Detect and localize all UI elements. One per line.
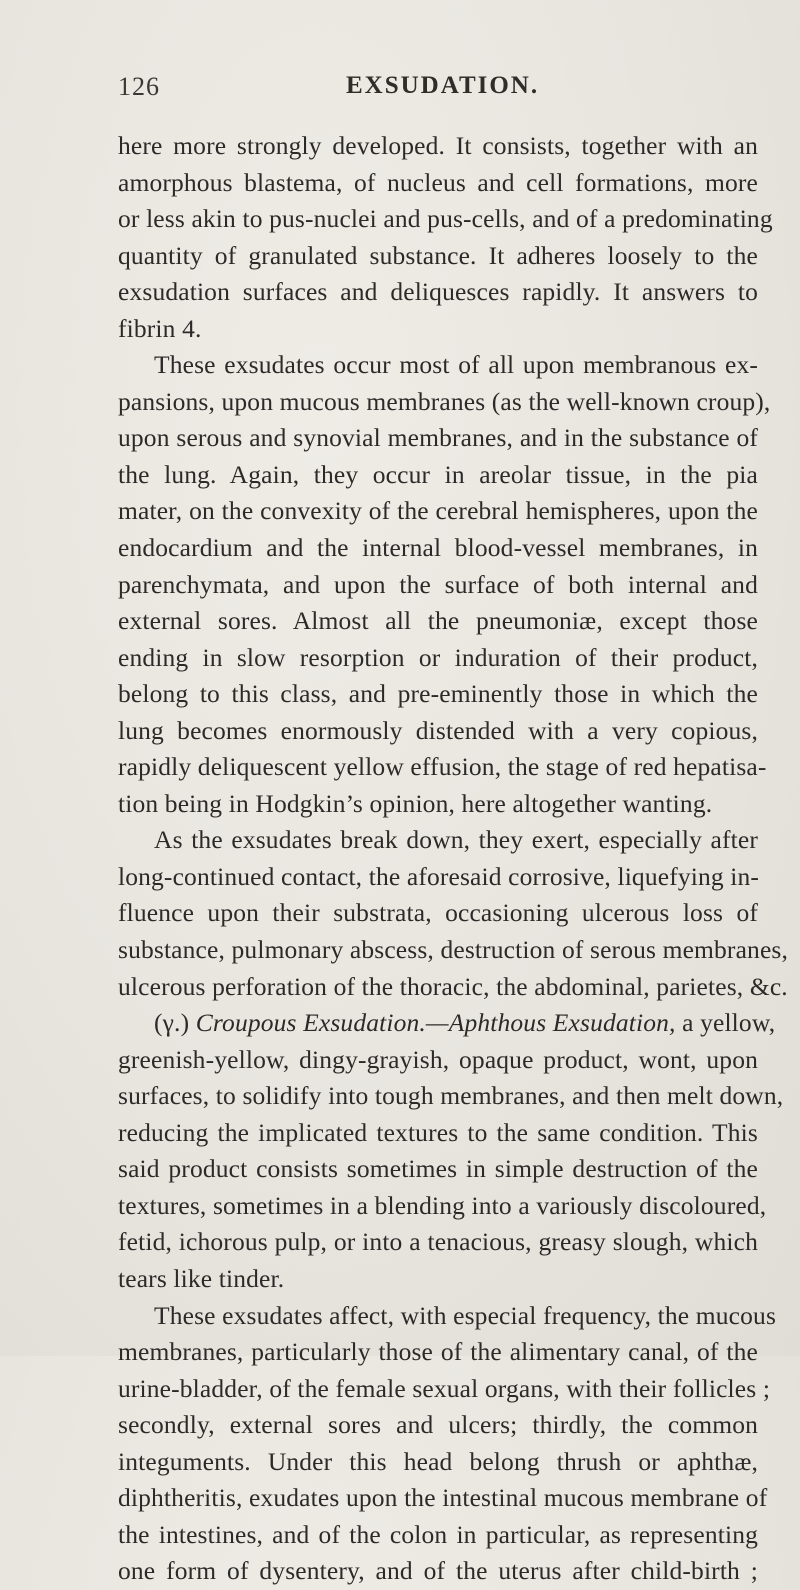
text-line: fluence upon their substrata, occasioning ulcerous loss of [118,898,758,928]
text-line: rapidly deliquescent yellow effusion, the stage of red hepatisa- [118,752,767,782]
section-gamma-line [118,1005,776,1042]
text-line: diphtheritis, exudates upon the intestinal mucous membrane of [118,1483,768,1513]
text-line: lung becomes enormously distended with a very copious, [118,715,758,745]
gamma-heading: Croupous Exsudation.—Aphthous Exsudation, [195,1008,676,1038]
text-line: amorphous blastema, of nucleus and cell formations, more [118,167,758,197]
text-line: here more strongly developed. It consists, together with an [118,131,758,160]
text-line: external sores. Almost all the pneumoniæ, except those [118,606,758,636]
page-number: 126 [118,72,160,101]
text-line: one form of dysentery, and of the uterus after child-birth ; [118,1556,758,1586]
running-head: EXSUDATION. [346,72,540,99]
text-line: As the exsudates break down, they exert, especially after [154,825,758,855]
gamma-label: (γ.) [154,1008,196,1038]
page-header [118,72,758,112]
text-line: fibrin 4. [118,313,202,343]
text-line: ulcerous perforation of the thoracic, the abdominal, parietes, &c. [118,971,788,1001]
text-line: urine-bladder, of the female sexual organs, with their follicles ; [118,1373,771,1403]
text-line: integuments. Under this head belong thrush or aphthæ, [118,1446,758,1476]
text-line: exsudation surfaces and deliquesces rapidly. It answers to [118,277,758,307]
gamma-tail: a yellow, [675,1008,776,1038]
text-line: or less akin to pus-nuclei and pus-cells, and of a predominating [118,204,773,234]
text-line: surfaces, to solidify into tough membranes, and then melt down, [118,1081,784,1111]
text-line: reducing the implicated textures to the same condition. This [118,1117,758,1147]
text-line: tion being in Hodgkin’s opinion, here altogether wanting. [118,788,713,818]
text-line: substance, pulmonary abscess, destruction of serous membranes, [118,935,789,965]
text-line: belong to this class, and pre-eminently those in which the [118,679,758,709]
text-line: the lung. Again, they occur in areolar tissue, in the pia [118,459,758,489]
text-line: tears like tinder. [118,1263,285,1293]
text-line: quantity of granulated substance. It adheres loosely to the [118,240,758,270]
text-line: the intestines, and of the colon in particular, as representing [118,1519,758,1549]
text-line: These exsudates affect, with especial frequency, the mucous [154,1300,777,1330]
text-line: parenchymata, and upon the surface of both internal and [118,569,758,599]
text-line: membranes, particularly those of the alimentary canal, of the [118,1337,758,1367]
text-line: upon serous and synovial membranes, and in the substance of [118,423,758,453]
text-line: ending in slow resorption or induration of their product, [118,642,758,672]
text-line: secondly, external sores and ulcers; thirdly, the common [118,1410,758,1440]
text-line: long-continued contact, the aforesaid corrosive, liquefying in- [118,861,760,891]
text-line: endocardium and the internal blood-vessel membranes, in [118,533,758,563]
text-line: said product consists sometimes in simple destruction of the [118,1154,758,1184]
text-line: mater, on the convexity of the cerebral hemispheres, upon the [118,496,758,526]
body-text [118,128,789,1590]
text-line: pansions, upon mucous membranes (as the well-known croup), [118,386,771,416]
text-line: textures, sometimes in a blending into a variously discoloured, [118,1190,767,1220]
text-line: fetid, ichorous pulp, or into a tenacious, greasy slough, which [118,1227,758,1257]
text-line: greenish-yellow, dingy-grayish, opaque product, wont, upon [118,1044,758,1074]
text-line: These exsudates occur most of all upon membranous ex- [154,350,758,380]
